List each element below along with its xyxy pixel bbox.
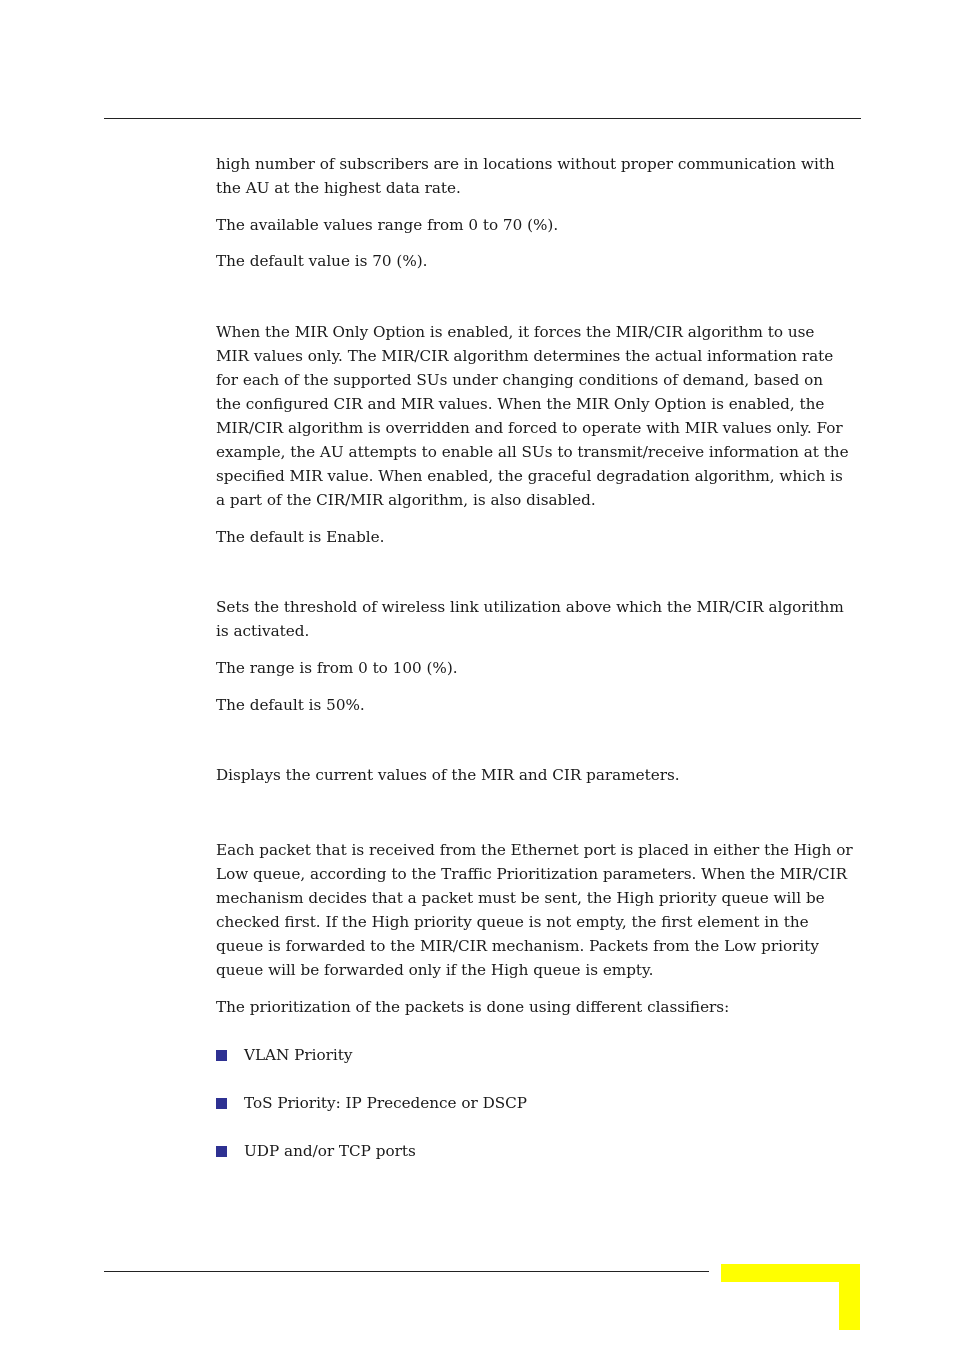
text-line: a part of the CIR/MIR algorithm, is also disabled.	[216, 491, 596, 509]
paragraph	[216, 763, 680, 787]
page-tab-marker-vertical	[839, 1264, 860, 1330]
paragraph	[216, 249, 428, 273]
text-line: checked first. If the High priority queue is not empty, the first element in the	[216, 913, 809, 931]
square-bullet-icon	[216, 1146, 227, 1157]
text-line: When the MIR Only Option is enabled, it forces the MIR/CIR algorithm to use	[216, 323, 815, 341]
bullet-item	[216, 1043, 352, 1067]
text-line: Displays the current values of the MIR and CIR parameters.	[216, 766, 680, 784]
text-line: high number of subscribers are in locations without proper communication with	[216, 155, 835, 173]
text-line: Sets the threshold of wireless link utilization above which the MIR/CIR algorithm	[216, 598, 844, 616]
bullet-item	[216, 1139, 416, 1163]
text-line: The available values range from 0 to 70 (%).	[216, 216, 559, 234]
text-line: Each packet that is received from the Ethernet port is placed in either the High or	[216, 841, 853, 859]
footer-rule	[104, 1271, 709, 1272]
text-line: specified MIR value. When enabled, the graceful degradation algorithm, which is	[216, 467, 843, 485]
paragraph	[216, 995, 729, 1019]
paragraph	[216, 595, 844, 643]
header-rule	[104, 118, 861, 119]
text-line: MIR/CIR algorithm is overridden and forced to operate with MIR values only. For	[216, 419, 843, 437]
bullet-text: UDP and/or TCP ports	[244, 1142, 416, 1160]
text-line: queue is forwarded to the MIR/CIR mechanism. Packets from the Low priority	[216, 937, 819, 955]
bullet-item	[216, 1091, 527, 1115]
text-line: mechanism decides that a packet must be sent, the High priority queue will be	[216, 889, 825, 907]
paragraph	[216, 525, 384, 549]
text-line: The range is from 0 to 100 (%).	[216, 659, 458, 677]
paragraph	[216, 656, 458, 680]
text-line: The prioritization of the packets is done using different classifiers:	[216, 998, 730, 1016]
text-line: the configured CIR and MIR values. When the MIR Only Option is enabled, the	[216, 395, 825, 413]
paragraph	[216, 213, 558, 237]
square-bullet-icon	[216, 1098, 227, 1109]
text-line: the AU at the highest data rate.	[216, 179, 461, 197]
text-line: Low queue, according to the Traffic Prioritization parameters. When the MIR/CIR	[216, 865, 848, 883]
paragraph	[216, 152, 835, 200]
bullet-text: ToS Priority: IP Precedence or DSCP	[244, 1094, 528, 1112]
text-line: MIR values only. The MIR/CIR algorithm determines the actual information rate	[216, 347, 834, 365]
text-line: The default is 50%.	[216, 696, 365, 714]
text-line: The default value is 70 (%).	[216, 252, 428, 270]
text-line: The default is Enable.	[216, 528, 385, 546]
text-line: is activated.	[216, 622, 310, 640]
text-line: example, the AU attempts to enable all SUs to transmit/receive information at the	[216, 443, 849, 461]
paragraph	[216, 693, 365, 717]
square-bullet-icon	[216, 1050, 227, 1061]
paragraph	[216, 838, 853, 982]
text-line: for each of the supported SUs under changing conditions of demand, based on	[216, 371, 824, 389]
paragraph	[216, 320, 849, 512]
bullet-text: VLAN Priority	[244, 1046, 353, 1064]
text-line: queue will be forwarded only if the High queue is empty.	[216, 961, 654, 979]
